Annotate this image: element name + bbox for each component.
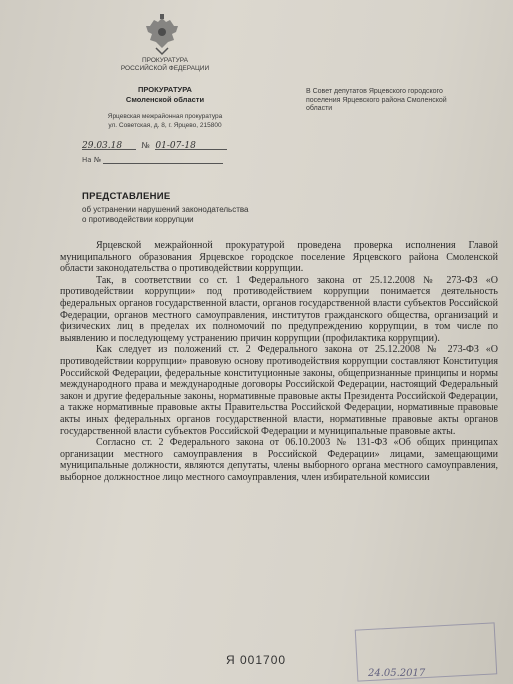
addressee-block: В Совет депутатов Ярцевского городского поселения Ярцевского района Смоленской области xyxy=(306,88,447,112)
number-sign: № xyxy=(141,141,150,150)
body-paragraph: Как следует из положений ст. 2 Федерального закона от 25.12.2008 № 273-ФЗ «О противодействии коррупции» правовую основу противодействия коррупции составляют Конституция Российской Федерации, федеральные конституционные законы, общепризнанные принципы и нормы международного права и международные договоры Российской Федерации, настоящий Федеральный закон и другие федеральные законы, нормативные правовые акты Президента Российской Федерации, а также нормативные правовые акты Правительства Российской Федерации, нормативные правовые акты иных федеральных органов государственной власти, нормативные правовые акты органов государственной власти субъектов Российской Федерации и муниципальные правовые акты. xyxy=(60,344,498,437)
reference-number-line xyxy=(82,155,252,165)
body-paragraph: Согласно ст. 2 Федерального закона от 06.10.2003 № 131-ФЗ «Об общих принципах организации местного самоуправления в Российской Федерации» лицами, замещающими муниципальные должности, являются депутаты, члены выборного органа местного самоуправления, выборное должностное лицо местного самоуправления, член избирательной комиссии xyxy=(60,437,498,483)
document-subject xyxy=(82,205,332,224)
stamp-date: 24.05.2017 xyxy=(368,668,426,679)
sub-office-address: ул. Советская, д. 8, г. Ярцево, 215800 xyxy=(108,122,222,129)
registration-date: 29.03.18 xyxy=(82,141,136,150)
body-paragraph: Ярцевской межрайонной прокуратурой проведена проверка исполнения Главой муниципального образования Ярцевское городское поселение Ярцевского района Смоленской области законодательства о противодействии коррупции. xyxy=(60,240,498,275)
registration-date-line xyxy=(82,141,252,153)
subject-line2: о противодействии коррупции xyxy=(82,214,194,224)
body-paragraph: Так, в соответствии со ст. 1 Федерального закона от 25.12.2008 № 273-ФЗ «О противодействии коррупции» под противодействием коррупции понимается деятельность федеральных органов государственной власти, органов государственной власти субъектов Российской Федерации, органов местного самоуправления, институтов гражданского общества, организаций и физических лиц в пределах их полномочий по предупреждению коррупции, в том числе по выявлению и последующему устранению причин коррупции (профилактика коррупции). xyxy=(60,274,498,344)
document-body xyxy=(60,240,498,483)
sub-office-name: Ярцевская межрайонная прокуратура xyxy=(107,113,223,120)
org-name-line2: РОССИЙСКОЙ ФЕДЕРАЦИИ xyxy=(120,65,210,72)
subject-line1: об устранении нарушений законодательства xyxy=(82,205,249,214)
office-name-line2: Смоленской области xyxy=(125,95,205,104)
document-title: ПРЕДСТАВЛЕНИЕ xyxy=(82,191,171,202)
org-name-line1: ПРОКУРАТУРА xyxy=(142,57,188,64)
office-name-line1: ПРОКУРАТУРА xyxy=(138,85,192,94)
coat-of-arms-emblem-icon xyxy=(140,12,184,56)
reference-label: На № xyxy=(82,156,102,164)
registration-number: 01-07-18 xyxy=(155,141,227,150)
form-serial-number: Я 001700 xyxy=(226,653,287,667)
reference-blank xyxy=(103,155,223,164)
